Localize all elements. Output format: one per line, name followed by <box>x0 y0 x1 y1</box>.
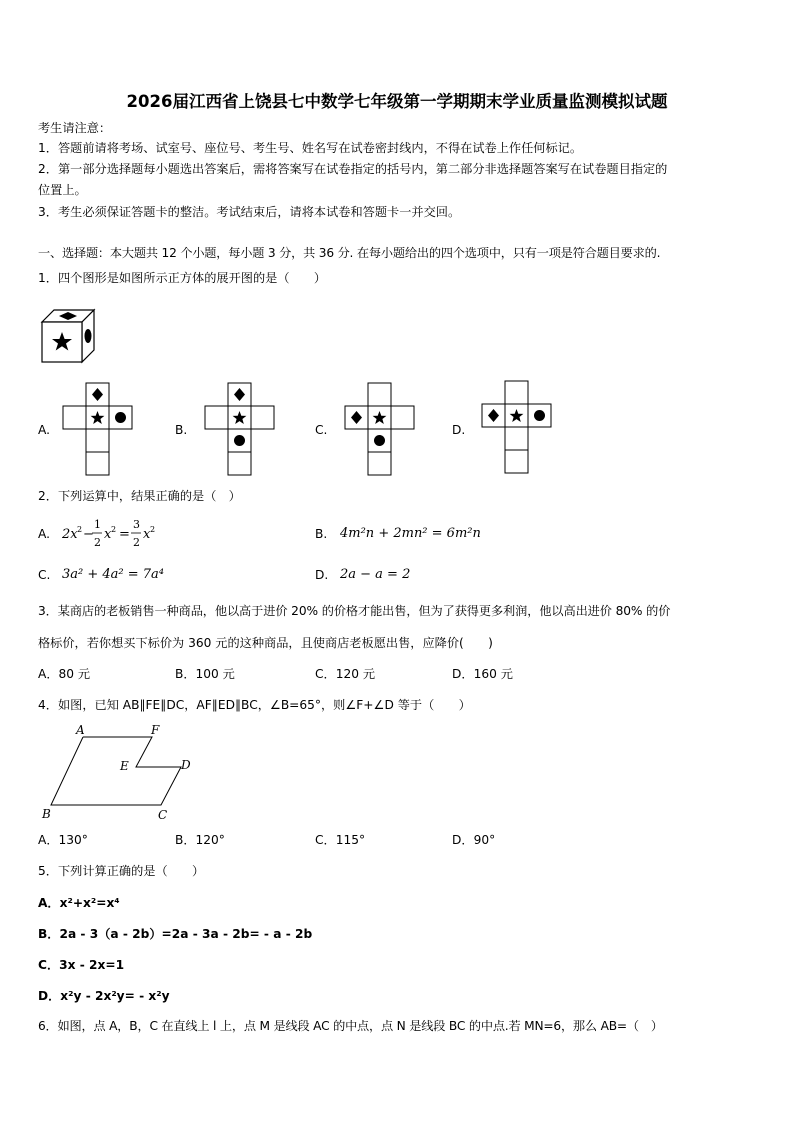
circle-icon <box>115 412 126 423</box>
q1-option-d: D. <box>452 423 466 437</box>
q1-stem: 1．四个图形是如图所示正方体的展开图的是（ ） <box>38 271 327 285</box>
svg-text:x: x <box>143 527 151 542</box>
q5-option-d: D．x²y - 2x²y= - x²y <box>38 989 170 1003</box>
net-b <box>204 382 276 478</box>
notice-item-1: 1．答题前请将考场、试室号、座位号、考生号、姓名写在试卷密封线内，不得在试卷上作任何标记。 <box>38 141 583 155</box>
q2-option-a-expr <box>60 512 180 556</box>
q5-option-b: B．2a - 3（a - 2b）=2a - 3a - 2b= - a - 2b <box>38 927 313 941</box>
cube-figure <box>38 305 98 365</box>
circle-icon <box>85 329 92 343</box>
q1-option-c: C. <box>315 423 328 437</box>
q3-option-c: C．120 元 <box>315 667 376 681</box>
circle-icon <box>374 435 385 446</box>
q4-option-c: C．115° <box>315 833 366 847</box>
q4-stem: 4．如图，已知 AB∥FE∥DC，AF∥ED∥BC，∠B=65°，则∠F+∠D 等于（ ） <box>38 698 471 712</box>
notice-heading: 考生请注意： <box>38 121 112 135</box>
q2-stem: 2．下列运算中，结果正确的是（ ） <box>38 489 241 503</box>
point-label-e: E <box>120 759 129 773</box>
page-title: 2026届江西省上饶县七中数学七年级第一学期期末学业质量监测模拟试题 <box>126 92 668 111</box>
circle-icon <box>234 435 245 446</box>
q4-option-d: D．90° <box>452 833 496 847</box>
q2-option-c-label: C. <box>38 568 51 582</box>
q5-option-c: C．3x - 2x=1 <box>38 958 125 972</box>
svg-text:=: = <box>119 527 130 542</box>
notice-item-3: 3．考生必须保证答题卡的整洁。考试结束后，请将本试卷和答题卡一并交回。 <box>38 205 461 219</box>
svg-text:−: − <box>83 527 94 542</box>
svg-text:2: 2 <box>111 525 117 534</box>
svg-text:2: 2 <box>150 525 156 534</box>
q1-option-a: A. <box>38 423 50 437</box>
q1-option-b: B. <box>175 423 188 437</box>
q3-option-b: B．100 元 <box>175 667 235 681</box>
point-label-a: A <box>76 723 85 737</box>
q2-option-d-expr: 2a − a = 2 <box>340 567 411 582</box>
circle-icon <box>534 410 545 421</box>
q5-stem: 5．下列计算正确的是（ ） <box>38 864 205 878</box>
svg-text:2x: 2x <box>62 527 78 542</box>
section-heading: 一、选择题：本大题共 12 个小题，每小题 3 分，共 36 分. 在每小题给出的四个选项中，只有一项是符合题目要求的. <box>38 246 661 260</box>
point-label-f: F <box>151 723 160 737</box>
svg-text:2: 2 <box>133 536 140 549</box>
q4-option-b: B．120° <box>175 833 225 847</box>
q4-option-a: A．130° <box>38 833 88 847</box>
notice-item-2: 2．第一部分选择题每小题选出答案后，需将答案写在试卷指定的括号内，第二部分非选择题答案写在试卷题目指定的 <box>38 162 668 176</box>
svg-text:1: 1 <box>94 518 101 531</box>
net-d <box>481 380 553 476</box>
svg-text:2: 2 <box>77 525 83 534</box>
q3-line-1: 3．某商店的老板销售一种商品，他以高于进价 20% 的价格才能出售，但为了获得更多利润，他以高出进价 80% 的价 <box>38 604 671 618</box>
q4-figure <box>38 722 208 822</box>
point-label-b: B <box>42 807 51 821</box>
point-label-c: C <box>158 808 168 822</box>
q3-option-d: D．160 元 <box>452 667 513 681</box>
point-label-d: D <box>181 758 191 772</box>
svg-text:3: 3 <box>133 518 140 531</box>
q2-option-c-expr: 3a² + 4a² = 7a⁴ <box>62 567 165 582</box>
svg-text:x: x <box>104 527 112 542</box>
notice-item-2-cont: 位置上。 <box>38 183 87 197</box>
q2-option-b-label: B. <box>315 527 328 541</box>
q2-option-d-label: D. <box>315 568 329 582</box>
net-c <box>344 382 416 478</box>
q3-option-a: A．80 元 <box>38 667 91 681</box>
net-a <box>62 382 134 478</box>
q5-option-a: A．x²+x²=x⁴ <box>38 896 120 910</box>
svg-text:2: 2 <box>94 536 101 549</box>
q3-line-2: 格标价，若你想买下标价为 360 元的这种商品，且使商店老板愿出售，应降价( ) <box>38 636 493 650</box>
q2-option-b-expr: 4m²n + 2mn² = 6m²n <box>340 526 481 541</box>
q2-option-a-label: A. <box>38 527 50 541</box>
q6-stem: 6．如图，点 A，B，C 在直线上 l 上，点 M 是线段 AC 的中点，点 N 是线段 BC 的中点.若 MN=6，那么 AB=（ ） <box>38 1019 663 1033</box>
